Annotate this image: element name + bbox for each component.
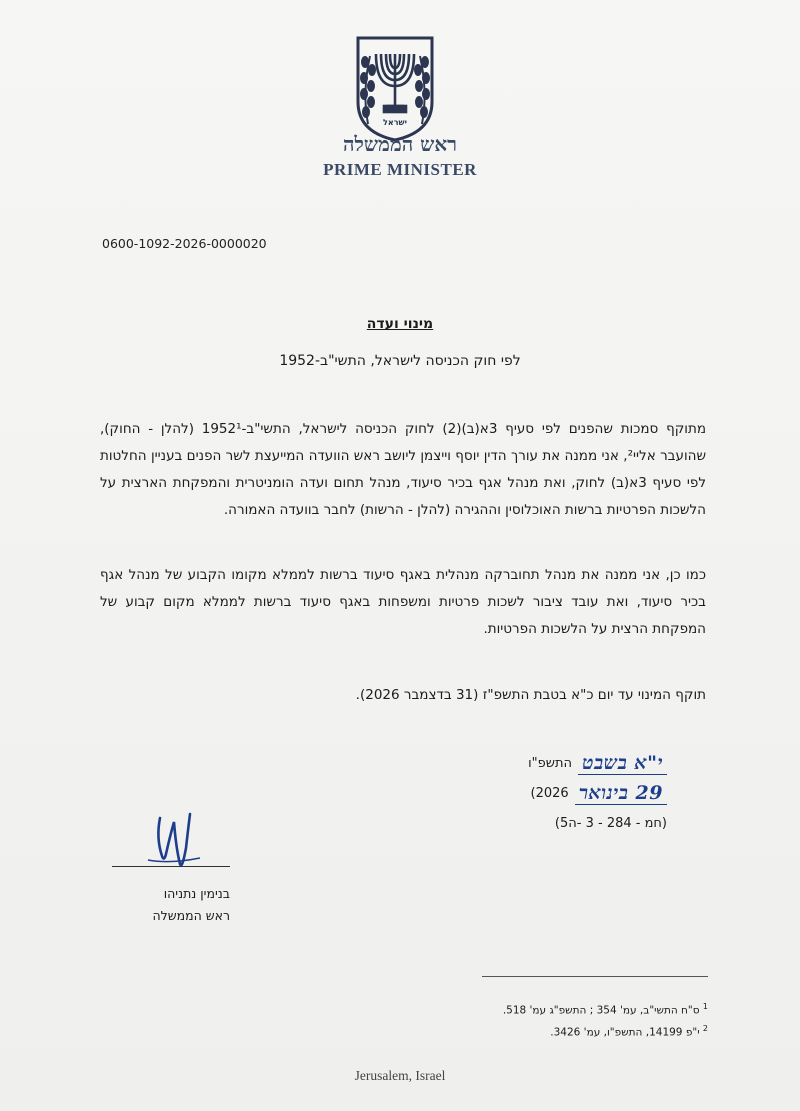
state-emblem-icon xyxy=(350,32,440,142)
gregorian-date xyxy=(528,778,667,808)
signer-name: בנימין נתניהו xyxy=(163,886,230,901)
footnote-divider xyxy=(482,976,708,977)
paragraph-appointment: מתוקף סמכות שהפנים לפי סעיף 3א(ב)(2) לחוק הכניסה לישראל, התשי"ב-1952¹ (להלן - החוק), שהועבר אליי², אני ממנה את עורך הדין יוסף וייצמן ליושב ראש הוועדה המייעצת לשר הפנים בעניין החלטות לפי סעיף 3א(ב) לחוק, ואת מנהל אגף בכיר סיעוד, מנהל תחום ועדה הומניטרית והמפקחת הארצית על הלשכות הפרטיות ברשות האוכלוסין וההגירה (להלן - הרשות) לחבר בוועדה האמורה. xyxy=(100,421,707,518)
file-reference: (חמ - 284 - 3 -ה5) xyxy=(554,815,667,831)
handwritten-hebrew-date: י"א בשבט xyxy=(578,752,667,775)
svg-text:ישראל: ישראל xyxy=(383,118,407,127)
footnote-1: $^1$ ס"ח התשי"ב, עמ' 354 ; התשפ"ג עמ' 518. xyxy=(502,1002,708,1017)
signer-block xyxy=(110,883,230,927)
document-subject: מינוי ועדה xyxy=(366,316,434,332)
office-title-english: PRIME MINISTER xyxy=(323,160,477,179)
signer-title: ראש הממשלה xyxy=(152,908,230,923)
gregorian-year: 2026) xyxy=(530,785,569,801)
hebrew-year: התשפ"ו xyxy=(528,755,573,771)
reference-number: 0600-1092-2026-0000020 xyxy=(102,236,267,251)
footer-location: Jerusalem, Israel xyxy=(354,1068,446,1083)
footnote-2: $^2$ י"פ 14199, התשפ"ו, עמ' 3426. xyxy=(550,1023,708,1038)
signature-line xyxy=(112,866,230,867)
handwritten-signature-icon xyxy=(130,808,220,878)
document-subtitle: לפי חוק הכניסה לישראל, התשי"ב-1952 xyxy=(279,353,521,369)
hebrew-date xyxy=(528,748,667,778)
paragraph-deputies: כמו כן, אני ממנה את מנהל תחוברקה מנהלית באגף סיעוד ברשות לממלא מקומו הקבוע של מנהל אגף בכיר סיעוד, ואת עובד ציבור לשכות פרטיות ומשפחות באגף סיעוד ברשות לממלא מקום קבוע של המפקחת הרצית על הלשכות הפרטיות. xyxy=(100,567,706,637)
footnotes xyxy=(400,998,708,1041)
paragraph-validity: תוקף המינוי עד יום כ"א בטבת התשפ"ז (31 בדצמבר 2026). xyxy=(355,687,706,703)
office-title-hebrew: ראש הממשלה xyxy=(342,132,458,156)
date-block xyxy=(528,748,667,838)
handwritten-gregorian-date: 29 בינואר xyxy=(575,782,667,805)
